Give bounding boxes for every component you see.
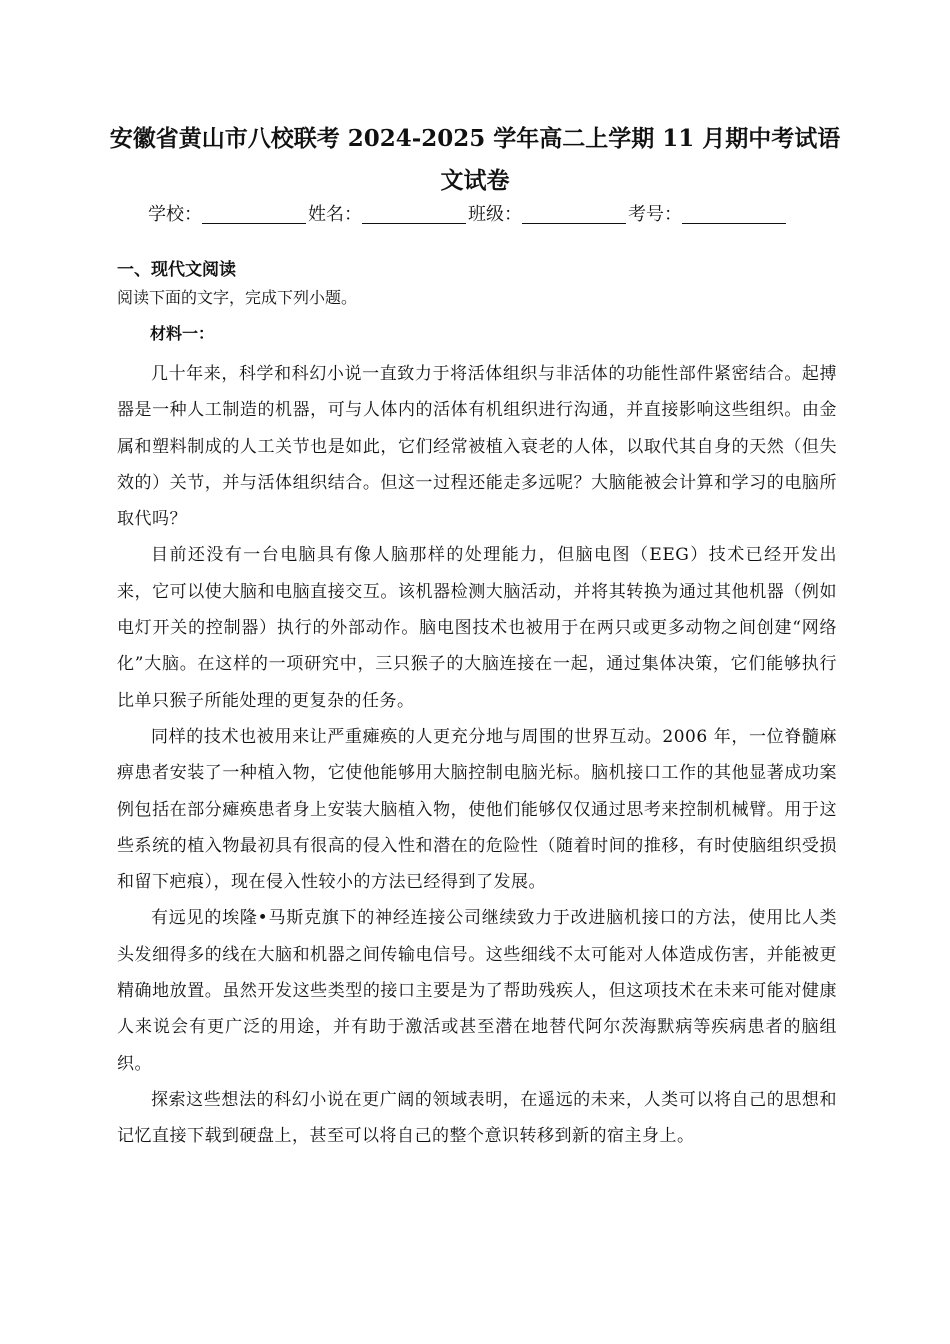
class-label: 班级：: [468, 204, 522, 225]
exam-title-line1: 安徽省黄山市八校联考 2024-2025 学年高二上学期 11 月期中考试语: [109, 125, 841, 152]
exam-title-line2: 文试卷: [440, 167, 510, 194]
number-label: 考号：: [628, 204, 682, 225]
passage-body: [117, 356, 837, 1155]
passage-paragraph: 几十年来，科学和科幻小说一直致力于将活体组织与非活体的功能性部件紧密结合。起搏器是一种人工制造的机器，可与人体内的活体有机组织进行沟通，并直接影响这些组织。由金属和塑料制成的人工关节也是如此，它们经常被植入衰老的人体，以取代其自身的天然（但失效的）关节，并与活体组织结合。但这一过程还能走多远呢？大脑能被会计算和学习的电脑所取代吗？: [117, 364, 837, 530]
student-info-row: [148, 201, 848, 229]
section-instruction: 阅读下面的文字，完成下列小题。: [117, 288, 358, 307]
name-blank[interactable]: [362, 203, 466, 224]
class-blank[interactable]: [522, 203, 626, 224]
passage-paragraph: 同样的技术也被用来让严重瘫痪的人更充分地与周围的世界互动。2006 年，一位脊髓麻痹患者安装了一种植入物，它使他能够用大脑控制电脑光标。脑机接口工作的其他显著成功案例包括在部分瘫痪患者身上安装大脑植入物，使他们能够仅仅通过思考来控制机械臂。用于这些系统的植入物最初具有很高的侵入性和潜在的危险性（随着时间的推移，有时使脑组织受损和留下疤痕），现在侵入性较小的方法已经得到了发展。: [117, 726, 837, 893]
material-label: 材料一：: [150, 324, 215, 343]
name-label: 姓名：: [308, 204, 362, 225]
school-blank[interactable]: [202, 203, 306, 224]
passage-paragraph: 探索这些想法的科幻小说在更广阔的领域表明，在遥远的未来，人类可以将自己的思想和记忆直接下载到硬盘上，甚至可以将自己的整个意识转移到新的宿主身上。: [117, 1089, 837, 1147]
passage-paragraph: 目前还没有一台电脑具有像人脑那样的处理能力，但脑电图（EEG）技术已经开发出来，它可以使大脑和电脑直接交互。该机器检测大脑活动，并将其转换为通过其他机器（例如电灯开关的控制器）执行的外部动作。脑电图技术也被用于在两只或更多动物之间创建“网络化”大脑。在这样的一项研究中，三只猴子的大脑连接在一起，通过集体决策，它们能够执行比单只猴子所能处理的更复杂的任务。: [117, 545, 837, 711]
school-label: 学校：: [148, 204, 202, 225]
passage-paragraph: 有远见的埃隆•马斯克旗下的神经连接公司继续致力于改进脑机接口的方法，使用比人类头发细得多的线在大脑和机器之间传输电信号。这些细线不太可能对人体造成伤害，并能被更精确地放置。虽然开发这些类型的接口主要是为了帮助残疾人，但这项技术在未来可能对健康人来说会有更广泛的用途，并有助于激活或甚至潜在地替代阿尔茨海默病等疾病患者的脑组织。: [117, 908, 837, 1074]
number-blank[interactable]: [682, 203, 786, 224]
section-heading: 一、现代文阅读: [117, 260, 236, 280]
